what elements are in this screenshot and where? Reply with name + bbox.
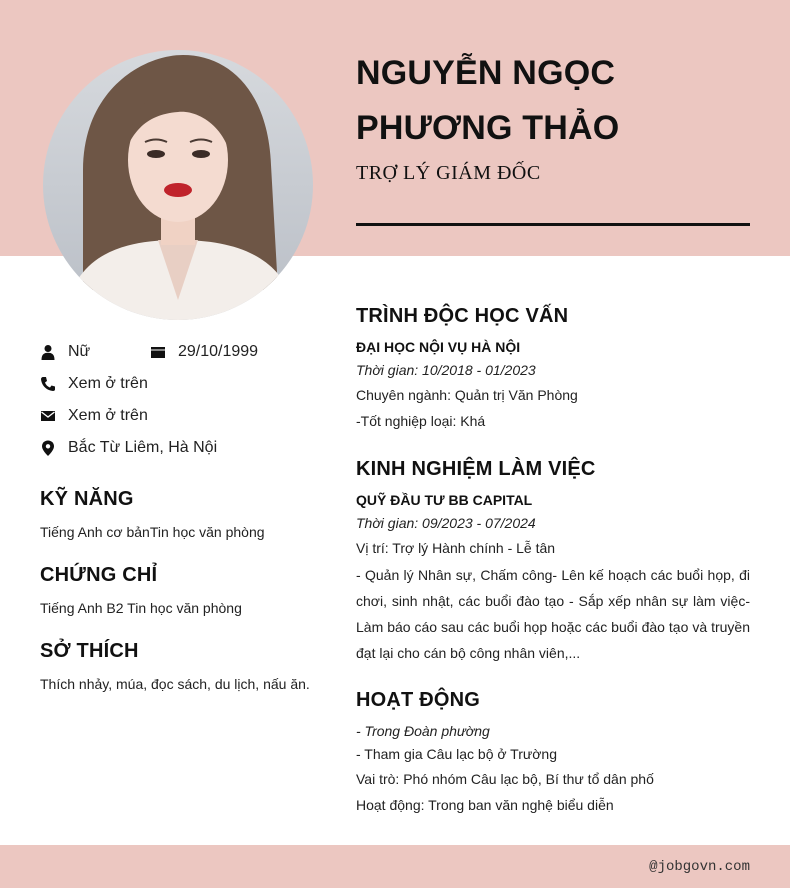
activities-line-3: Hoạt động: Trong ban văn nghệ biểu diễn — [356, 797, 614, 813]
activities-org: - Trong Đoàn phường — [356, 723, 490, 739]
skills-text: Tiếng Anh cơ bảnTin học văn phòng — [40, 524, 265, 540]
hobbies-text: Thích nhảy, múa, đọc sách, du lịch, nấu ăn. — [40, 676, 310, 692]
activities-line-1: - Tham gia Câu lạc bộ ở Trường — [356, 746, 558, 762]
experience-description: - Quản lý Nhân sự, Chấm công- Lên kế hoạch các buổi họp, đi chơi, sinh nhật, các buổi đào tạo - Sắp xếp nhân sự làm việc- Làm báo cáo sau các buổi họp hoặc các buổi đào tạo và truyền đạt lại cho cán bộ công nhân viên,... — [356, 567, 750, 661]
address-value: Bắc Từ Liêm, Hà Nội — [68, 439, 218, 456]
birthdate-row — [150, 343, 258, 361]
title-divider — [356, 223, 750, 226]
certificates-text: Tiếng Anh B2 Tin học văn phòng — [40, 600, 242, 616]
experience-position: Vị trí: Trợ lý Hành chính - Lễ tân — [356, 540, 556, 556]
certificates-heading: CHỨNG CHỈ — [40, 564, 158, 586]
activities-line-2: Vai trò: Phó nhóm Câu lạc bộ, Bí thư tổ dân phố — [356, 771, 654, 787]
calendar-icon — [150, 344, 166, 360]
candidate-name: NGUYỄN NGỌC PHƯƠNG THẢO — [356, 54, 620, 147]
skills-heading: KỸ NĂNG — [40, 488, 134, 510]
phone-value: Xem ở trên — [68, 375, 148, 392]
mail-icon — [40, 408, 56, 424]
email-value: Xem ở trên — [68, 407, 148, 424]
experience-heading: KINH NGHIỆM LÀM VIỆC — [356, 458, 596, 480]
education-heading: TRÌNH ĐỘC HỌC VẤN — [356, 305, 569, 327]
email-row — [40, 407, 148, 425]
location-pin-icon — [40, 440, 56, 456]
education-school: ĐẠI HỌC NỘI VỤ HÀ NỘI — [356, 339, 521, 355]
experience-period: Thời gian: 09/2023 - 07/2024 — [356, 515, 536, 531]
experience-company: QUỸ ĐẦU TƯ BB CAPITAL — [356, 492, 533, 508]
education-major: Chuyên ngành: Quản trị Văn Phòng — [356, 387, 578, 403]
education-grade: -Tốt nghiệp loại: Khá — [356, 413, 486, 429]
person-icon — [40, 344, 56, 360]
footer-watermark: @jobgovn.com — [649, 859, 750, 875]
education-period: Thời gian: 10/2018 - 01/2023 — [356, 362, 536, 378]
birthdate-value: 29/10/1999 — [178, 343, 259, 360]
hobbies-heading: SỞ THÍCH — [40, 640, 139, 662]
address-row — [40, 439, 217, 457]
gender-value: Nữ — [68, 343, 91, 360]
phone-row — [40, 375, 148, 393]
profile-photo — [43, 50, 313, 320]
activities-heading: HOẠT ĐỘNG — [356, 689, 481, 711]
job-title: TRỢ LÝ GIÁM ĐỐC — [356, 162, 541, 184]
phone-icon — [40, 376, 56, 392]
gender-row — [40, 343, 90, 361]
